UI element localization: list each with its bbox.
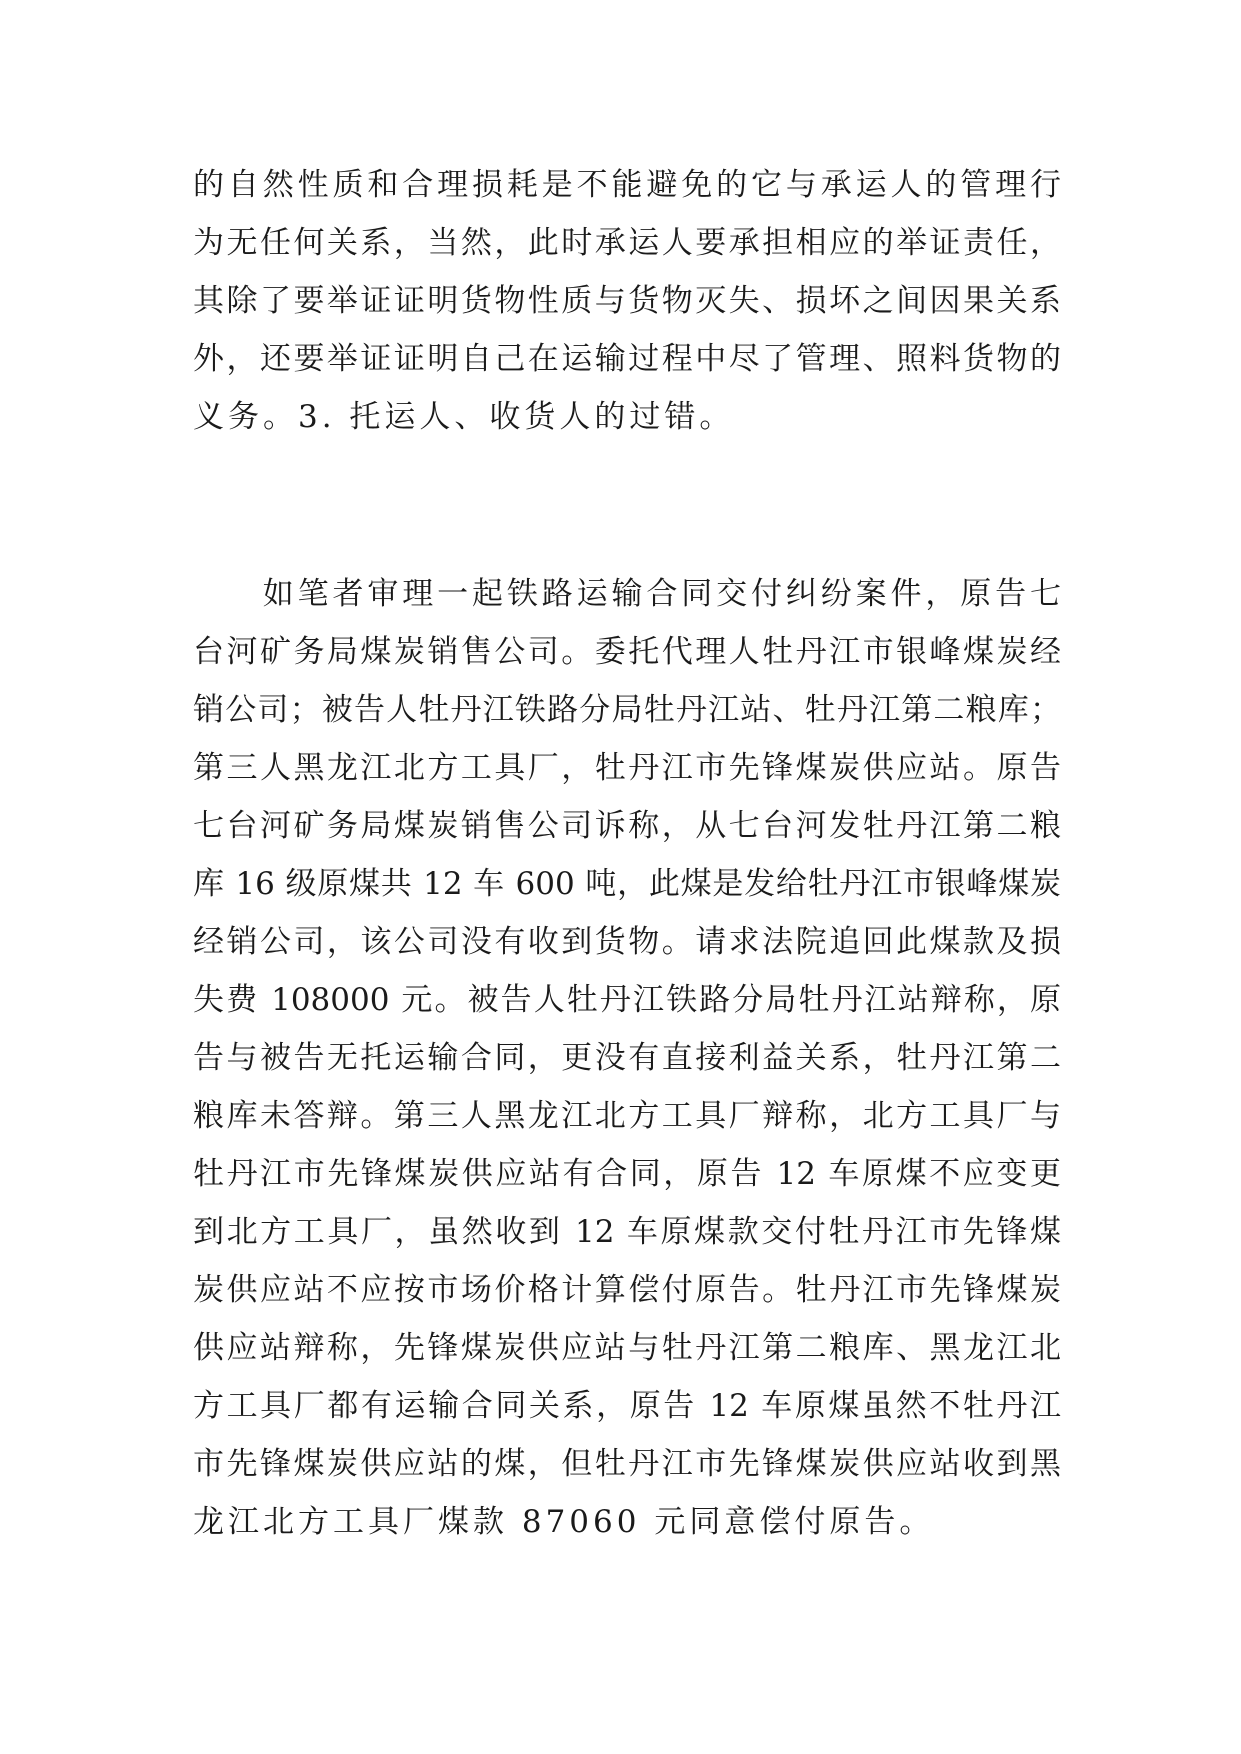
- text-line: 市先锋煤炭供应站的煤，但牡丹江市先锋煤炭供应站收到黑: [193, 1446, 1061, 1482]
- text-line: 义务。3. 托运人、收货人的过错。: [193, 399, 735, 435]
- text-line: 第三人黑龙江北方工具厂，牡丹江市先锋煤炭供应站。原告: [193, 750, 1061, 786]
- text-line: 其除了要举证证明货物性质与货物灭失、损坏之间因果关系: [193, 283, 1061, 319]
- text-line: 供应站辩称，先锋煤炭供应站与牡丹江第二粮库、黑龙江北: [193, 1330, 1061, 1366]
- text-line: 牡丹江市先锋煤炭供应站有合同，原告 12 车原煤不应变更: [193, 1156, 1061, 1192]
- text-line: 告与被告无托运输合同，更没有直接利益关系，牡丹江第二: [193, 1040, 1061, 1076]
- text-line: 方工具厂都有运输合同关系，原告 12 车原煤虽然不牡丹江: [193, 1388, 1061, 1424]
- text-line: 如笔者审理一起铁路运输合同交付纠纷案件，原告七: [193, 576, 1061, 612]
- text-line: 龙江北方工具厂煤款 87060 元同意偿付原告。: [193, 1504, 935, 1540]
- paragraph-1: [193, 156, 1061, 446]
- text-line: 粮库未答辩。第三人黑龙江北方工具厂辩称，北方工具厂与: [193, 1098, 1061, 1134]
- text-line: 经销公司，该公司没有收到货物。请求法院追回此煤款及损: [193, 924, 1061, 960]
- text-line: 销公司；被告人牡丹江铁路分局牡丹江站、牡丹江第二粮库；: [193, 692, 1061, 728]
- paragraph-2: [193, 565, 1061, 1551]
- text-line: 七台河矿务局煤炭销售公司诉称，从七台河发牡丹江第二粮: [193, 808, 1061, 844]
- text-line: 失费 108000 元。被告人牡丹江铁路分局牡丹江站辩称，原: [193, 982, 1061, 1018]
- text-line: 的自然性质和合理损耗是不能避免的它与承运人的管理行: [193, 167, 1061, 203]
- text-line: 库 16 级原煤共 12 车 600 吨，此煤是发给牡丹江市银峰煤炭: [193, 866, 1061, 902]
- text-line: 台河矿务局煤炭销售公司。委托代理人牡丹江市银峰煤炭经: [193, 634, 1061, 670]
- text-line: 炭供应站不应按市场价格计算偿付原告。牡丹江市先锋煤炭: [193, 1272, 1061, 1308]
- text-line: 外，还要举证证明自己在运输过程中尽了管理、照料货物的: [193, 341, 1061, 377]
- text-line: 为无任何关系，当然，此时承运人要承担相应的举证责任，: [193, 225, 1061, 261]
- text-line: 到北方工具厂，虽然收到 12 车原煤款交付牡丹江市先锋煤: [193, 1214, 1061, 1250]
